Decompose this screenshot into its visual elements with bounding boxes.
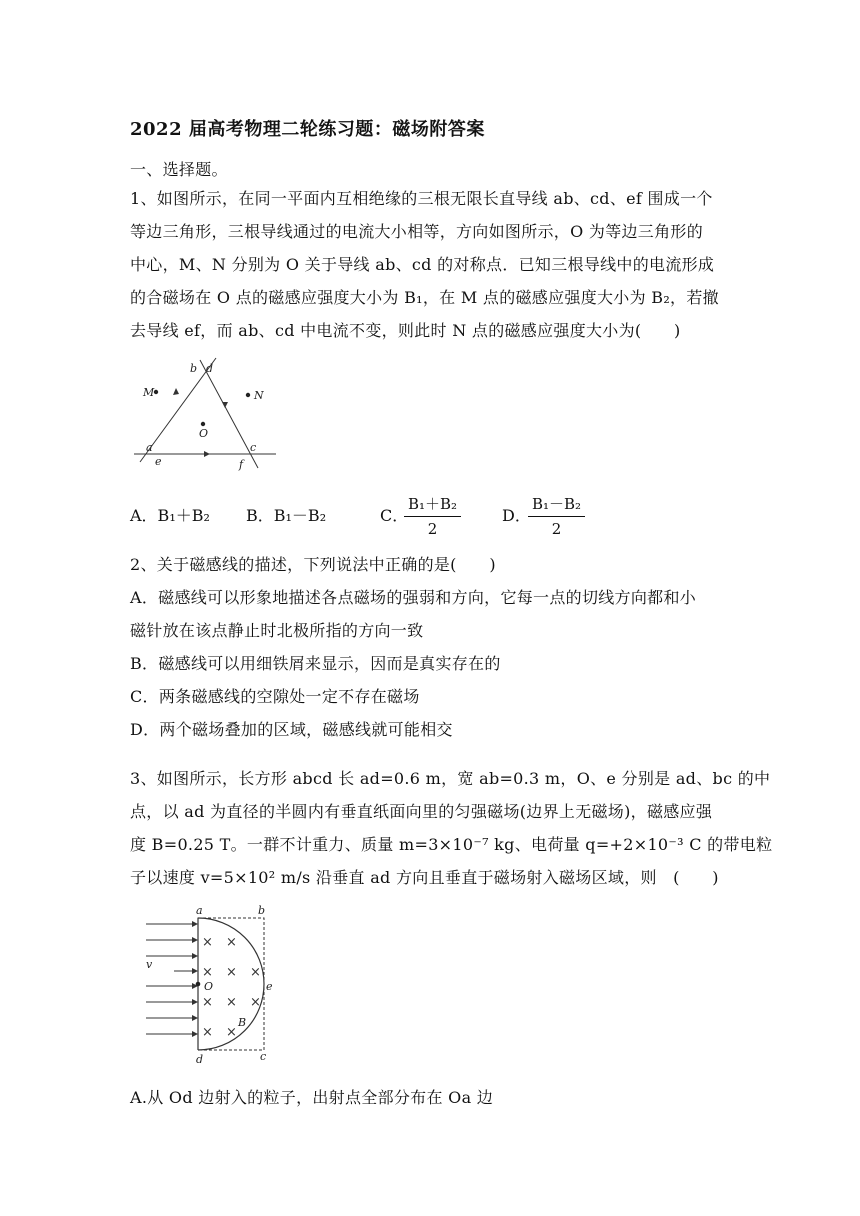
- svg-text:×: ×: [202, 1025, 213, 1040]
- q1-choice-d-label: D．: [502, 506, 531, 525]
- fig3-label-v: v: [146, 958, 153, 971]
- q1-line-5: 去导线 ef，而 ab、cd 中电流不变，则此时 N 点的磁感应强度大小为( ): [130, 321, 681, 340]
- fig1-label-e: e: [155, 455, 162, 468]
- q3-line-3: 度 B=0.25 T。一群不计重力、质量 m=3×10⁻⁷ kg、电荷量 q=+2×10⁻³ C 的带电粒: [130, 835, 773, 854]
- q3-magnetic-field-figure: [140, 902, 290, 1066]
- fig1-label-O: O: [199, 427, 209, 440]
- fig1-label-c: c: [250, 441, 257, 454]
- q2-option-a-line-2: 磁针放在该点静止时北极所指的方向一致: [130, 621, 424, 640]
- fig3-label-c: c: [260, 1050, 267, 1063]
- svg-text:×: ×: [226, 965, 237, 980]
- fig1-label-N: N: [254, 389, 264, 402]
- svg-text:×: ×: [202, 965, 213, 980]
- q1-line-3: 中心，M、N 分别为 O 关于导线 ab、cd 的对称点．已知三根导线中的电流形成: [130, 255, 715, 274]
- q1-line-2: 等边三角形，三根导线通过的电流大小相等，方向如图所示，O 为等边三角形的: [130, 222, 704, 241]
- q1-line-1: 1、如图所示，在同一平面内互相绝缘的三根无限长直导线 ab、cd、ef 围成一个: [130, 189, 713, 208]
- svg-text:×: ×: [202, 935, 213, 950]
- q2-option-c: C．两条磁感线的空隙处一定不存在磁场: [130, 687, 420, 706]
- fig3-label-B: B: [238, 1016, 247, 1029]
- fig1-label-d: d: [206, 362, 214, 375]
- svg-text:×: ×: [226, 995, 237, 1010]
- svg-text:×: ×: [202, 995, 213, 1010]
- svg-text:×: ×: [226, 1025, 237, 1040]
- q2-option-a-line-1: A．磁感线可以形象地描述各点磁场的强弱和方向，它每一点的切线方向都和小: [130, 588, 697, 607]
- q2-option-d: D．两个磁场叠加的区域，磁感线就可能相交: [130, 720, 453, 739]
- fig1-label-a: a: [146, 441, 153, 454]
- q2-stem: 2、关于磁感线的描述，下列说法中正确的是( ): [130, 555, 496, 574]
- fig3-label-a: a: [196, 904, 203, 917]
- q1-choice-d-fraction: [528, 493, 585, 538]
- q1-choice-d-denominator: 2: [551, 520, 562, 538]
- q1-choice-a: A．B₁＋B₂: [130, 506, 210, 525]
- q2-option-b: B．磁感线可以用细铁屑来显示，因而是真实存在的: [130, 654, 501, 673]
- q3-line-2: 点，以 ad 为直径的半圆内有垂直纸面向里的匀强磁场(边界上无磁场)，磁感应强: [130, 802, 713, 821]
- q1-choice-c-denominator: 2: [427, 520, 438, 538]
- svg-text:×: ×: [250, 995, 261, 1010]
- fig3-label-e: e: [266, 980, 273, 993]
- q1-triangle-figure: [130, 352, 280, 474]
- section-heading: 一、选择题。: [130, 160, 228, 179]
- q3-line-4: 子以速度 v=5×10² m/s 沿垂直 ad 方向且垂直于磁场射入磁场区域，则 ( ): [130, 868, 719, 887]
- q1-choice-c-label: C．: [380, 506, 409, 525]
- q1-line-4: 的合磁场在 O 点的磁感应强度大小为 B₁，在 M 点的磁感应强度大小为 B₂，若撤: [130, 288, 719, 307]
- fig1-label-f: f: [239, 458, 244, 471]
- svg-text:×: ×: [250, 965, 261, 980]
- q1-choice-b: B．B₁－B₂: [246, 506, 327, 525]
- fig1-label-b: b: [190, 362, 198, 375]
- q1-choice-c-numerator: B₁＋B₂: [404, 493, 461, 517]
- fig3-label-d: d: [196, 1053, 204, 1066]
- svg-text:×: ×: [226, 935, 237, 950]
- fig3-label-b: b: [258, 904, 266, 917]
- q3-line-1: 3、如图所示，长方形 abcd 长 ad=0.6 m，宽 ab=0.3 m，O、e 分别是 ad、bc 的中: [130, 769, 771, 788]
- q1-choices: [130, 493, 730, 539]
- fig1-label-M: M: [143, 386, 155, 399]
- q3-option-a: A.从 Od 边射入的粒子，出射点全部分布在 Oa 边: [130, 1088, 494, 1107]
- fig3-label-O: O: [204, 980, 214, 993]
- page-title: 2022 届高考物理二轮练习题：磁场附答案: [130, 119, 485, 140]
- q1-choice-d-numerator: B₁－B₂: [528, 493, 585, 517]
- q1-choice-c-fraction: [404, 493, 461, 538]
